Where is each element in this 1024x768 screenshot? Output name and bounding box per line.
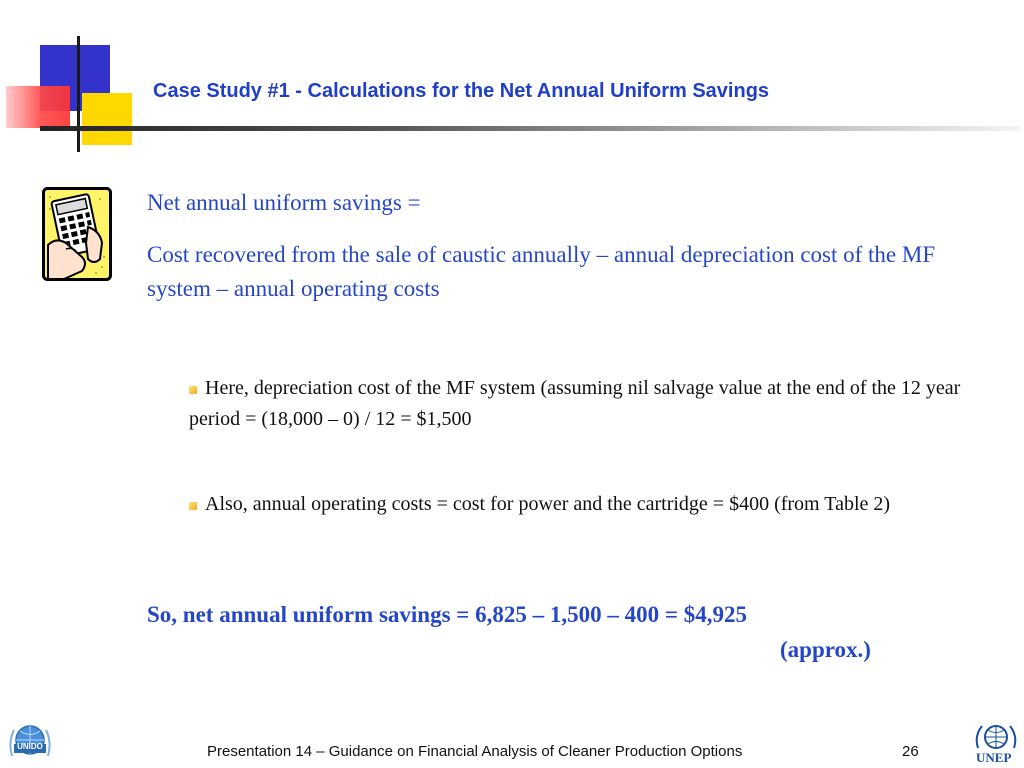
- bullet-depreciation: [189, 373, 964, 435]
- paragraph-cost-formula: Cost recovered from the sale of caustic annually – annual depreciation cost of the MF system – annual operating costs: [147, 242, 936, 301]
- paragraph-net-savings: Net annual uniform savings =: [147, 190, 421, 215]
- bullet-operating-costs: [189, 489, 964, 520]
- bullet-square-icon: [189, 386, 197, 394]
- conclusion-approx: (approx.): [780, 637, 871, 662]
- slide-title: Case Study #1 - Calculations for the Net Annual Uniform Savings: [153, 80, 770, 102]
- page-number: 26: [902, 743, 919, 760]
- bullet-text: Also, annual operating costs = cost for power and the cartridge = $400 (from Table 2): [205, 493, 891, 515]
- bullet-text: Here, depreciation cost of the MF system (assuming nil salvage value at the end of the 12 year period = (18,000 – 0) / 12 = $1,500: [189, 377, 961, 430]
- bullet-square-icon: [189, 502, 197, 510]
- decor-red-square: [6, 86, 70, 128]
- unido-logo-text: UNIDO: [17, 742, 43, 751]
- decor-vertical-line: [77, 36, 80, 152]
- conclusion-line: So, net annual uniform savings = 6,825 – 1,500 – 400 = $4,925: [147, 602, 748, 627]
- title-underline: [40, 126, 1020, 131]
- calculator-hand-icon: [42, 187, 112, 281]
- decor-yellow-square: [82, 93, 132, 145]
- footer-text: Presentation 14 – Guidance on Financial Analysis of Cleaner Production Options: [207, 743, 743, 760]
- unep-logo-icon: [974, 722, 1018, 752]
- unep-logo-text: UNEP: [976, 750, 1012, 765]
